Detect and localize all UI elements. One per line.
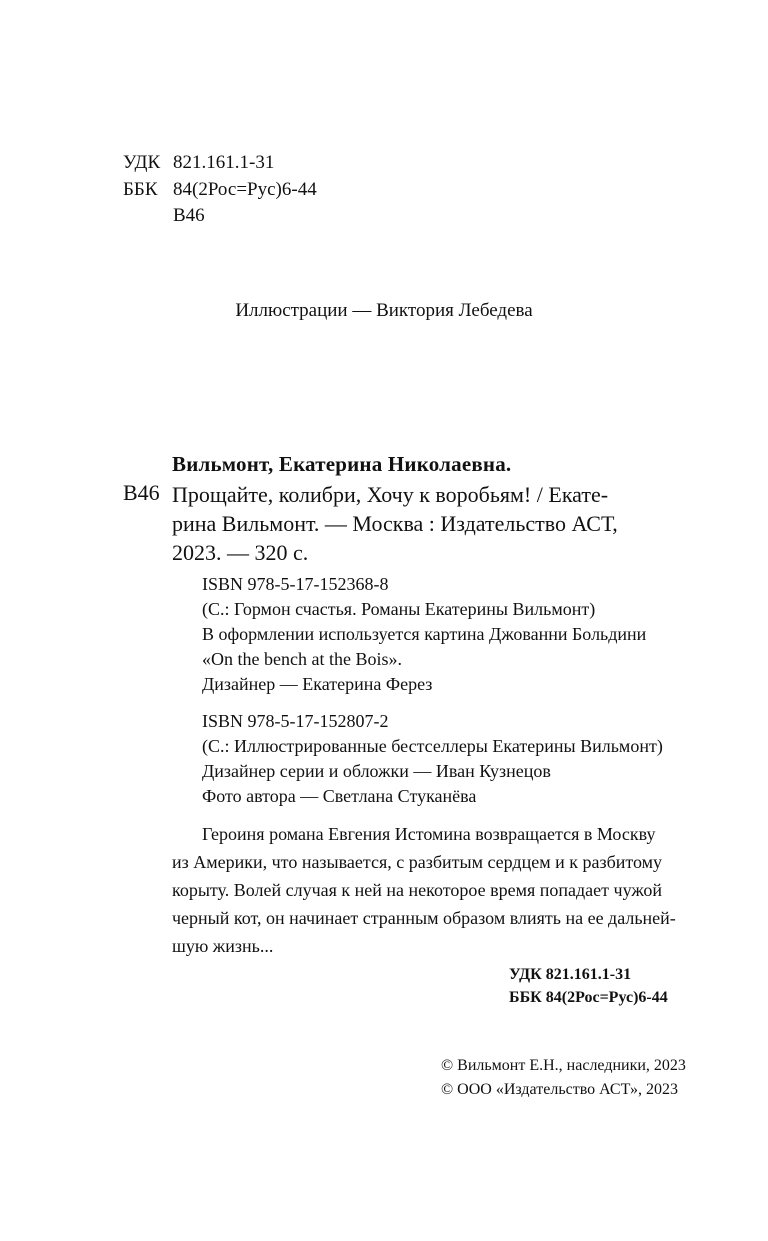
illustrations-credit: Иллюстрации — Виктория Лебедева: [235, 300, 533, 321]
annotation-line: Героиня романа Евгения Истомина возвращается в Москву: [202, 824, 656, 844]
designer-2: Дизайнер серии и обложки — Иван Кузнецов: [202, 761, 551, 781]
annotation-line: из Америки, что называется, с разбитым сердцем и к разбитому: [172, 852, 663, 872]
designer-1: Дизайнер — Екатерина Ферез: [202, 674, 433, 694]
udk-label: УДК: [123, 152, 161, 173]
annotation-line: корыту. Волей случая к ней на некоторое время попадает чужой: [172, 880, 662, 900]
bibliographic-line: рина Вильмонт. — Москва : Издательство АСТ,: [172, 511, 618, 536]
classification-block-top: [0, 150, 400, 230]
series-2: (С.: Иллюстрированные бестселлеры Екатерины Вильмонт): [202, 736, 663, 756]
annotation-line: черный кот, он начинает странным образом влиять на ее дальней-: [172, 908, 676, 928]
bibliographic-line: Прощайте, колибри, Хочу к воробьям! / Екате-: [172, 482, 609, 507]
udk-bottom: УДК 821.161.1-31: [509, 966, 632, 983]
author-photo-credit: Фото автора — Светлана Стуканёва: [202, 786, 477, 806]
bibliographic-line: 2023. — 320 с.: [172, 540, 309, 565]
bbk-bottom: ББК 84(2Рос=Рус)6-44: [509, 989, 668, 1006]
annotation-line: шую жизнь...: [172, 936, 274, 956]
copyright-author: © Вильмонт Е.Н., наследники, 2023: [441, 1057, 686, 1074]
isbn-2: ISBN 978-5-17-152807-2: [202, 711, 389, 731]
copyright-publisher: © ООО «Издательство АСТ», 2023: [441, 1081, 678, 1098]
author-heading: Вильмонт, Екатерина Николаевна.: [172, 452, 512, 476]
author-mark: В46: [173, 205, 205, 226]
catalog-code: В46: [123, 480, 160, 505]
bbk-value: 84(2Рос=Рус)6-44: [173, 179, 317, 200]
bbk-label: ББК: [123, 179, 158, 200]
series-1: (С.: Гормон счастья. Романы Екатерины Вильмонт): [202, 599, 596, 619]
cover-art-title: «On the bench at the Bois».: [202, 649, 402, 669]
udk-value: 821.161.1-31: [173, 152, 275, 173]
isbn-1: ISBN 978-5-17-152368-8: [202, 574, 389, 594]
cover-art-note: В оформлении используется картина Джованни Больдини: [202, 624, 647, 644]
